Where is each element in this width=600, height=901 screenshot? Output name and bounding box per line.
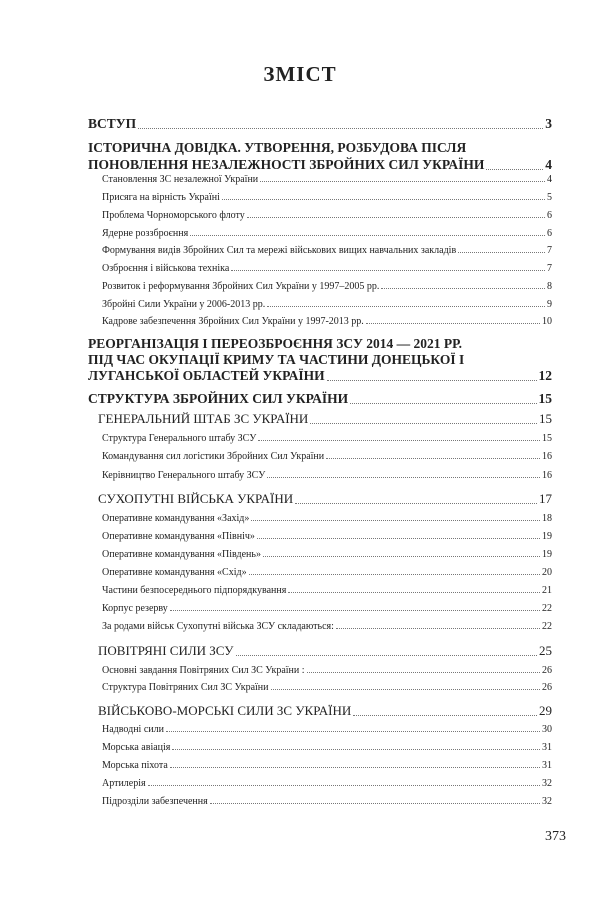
toc-entry-page: 29 bbox=[539, 703, 552, 718]
toc-entry-page: 22 bbox=[542, 621, 552, 632]
toc-entry[interactable] bbox=[102, 451, 552, 462]
dot-leader bbox=[210, 803, 540, 804]
dot-leader bbox=[327, 380, 537, 381]
toc-entry-navy[interactable] bbox=[98, 703, 552, 719]
toc-entry-page: 26 bbox=[542, 665, 552, 676]
toc-entry-title: Ядерне роззброєння bbox=[102, 228, 189, 239]
toc-entry-title: Підрозділи забезпечення bbox=[102, 796, 208, 807]
dot-leader bbox=[295, 503, 537, 504]
toc-entry[interactable] bbox=[102, 567, 552, 578]
toc-entry-page: 15 bbox=[542, 433, 552, 444]
toc-entry-page: 4 bbox=[545, 157, 552, 172]
toc-entry-page: 5 bbox=[547, 192, 552, 203]
toc-entry[interactable] bbox=[102, 263, 552, 274]
dot-leader bbox=[166, 731, 540, 732]
dot-leader bbox=[267, 306, 545, 307]
toc-entry-title: Надводні сили bbox=[102, 724, 164, 735]
dot-leader bbox=[236, 655, 538, 656]
toc-entry[interactable] bbox=[102, 531, 552, 542]
toc-entry-title: Оперативне командування «Північ» bbox=[102, 531, 255, 542]
toc-entry-title: ВСТУП bbox=[88, 116, 137, 131]
toc-entry-page: 26 bbox=[542, 682, 552, 693]
toc-entry-title: ВІЙСЬКОВО-МОРСЬКІ СИЛИ ЗС УКРАЇНИ bbox=[98, 703, 352, 718]
toc-entry-title: Оперативне командування «Південь» bbox=[102, 549, 261, 560]
toc-entry-title: ГЕНЕРАЛЬНИЙ ШТАБ ЗС УКРАЇНИ bbox=[98, 411, 309, 426]
toc-entry[interactable] bbox=[102, 760, 552, 771]
toc-entry-title: Кадрове забезпечення Збройних Сил України у 1997-2013 рр. bbox=[102, 316, 364, 327]
toc-entry-structure[interactable] bbox=[88, 391, 552, 407]
toc-entry-page: 12 bbox=[538, 368, 552, 383]
toc-entry-title: За родами військ Сухопутні війська ЗСУ складаються: bbox=[102, 621, 334, 632]
toc-entry-general-staff[interactable] bbox=[98, 411, 552, 427]
toc-entry[interactable] bbox=[102, 174, 552, 185]
toc-entry-page: 18 bbox=[542, 513, 552, 524]
toc-entry-title: Розвиток і реформування Збройних Сил України у 1997–2005 рр. bbox=[102, 281, 380, 292]
dot-leader bbox=[326, 458, 540, 459]
toc-entry-page: 6 bbox=[547, 210, 552, 221]
toc-entry[interactable] bbox=[102, 796, 552, 807]
toc-entry-page: 10 bbox=[542, 316, 552, 327]
toc-entry[interactable] bbox=[102, 245, 552, 256]
toc-entry-title: Частини безпосереднього підпорядкування bbox=[102, 585, 287, 596]
toc-entry[interactable] bbox=[102, 724, 552, 735]
toc-entry-page: 19 bbox=[542, 549, 552, 560]
dot-leader bbox=[172, 749, 540, 750]
toc-entry-title: СУХОПУТНІ ВІЙСЬКА УКРАЇНИ bbox=[98, 491, 294, 506]
toc-entry-air-force[interactable] bbox=[98, 643, 552, 659]
toc-entry-title: ПОВІТРЯНІ СИЛИ ЗСУ bbox=[98, 643, 234, 658]
toc-entry-page: 7 bbox=[547, 245, 552, 256]
toc-entry-title: Корпус резерву bbox=[102, 603, 168, 614]
dot-leader bbox=[260, 181, 545, 182]
toc-entry-title: Присяга на вірність Україні bbox=[102, 192, 220, 203]
dot-leader bbox=[271, 689, 541, 690]
toc-entry[interactable] bbox=[102, 778, 552, 789]
dot-leader bbox=[288, 592, 540, 593]
dot-leader bbox=[350, 403, 536, 404]
toc-entry-page: 4 bbox=[547, 174, 552, 185]
toc-entry-page: 25 bbox=[539, 643, 552, 658]
toc-entry[interactable] bbox=[102, 316, 552, 327]
toc-entry-page: 15 bbox=[538, 391, 552, 406]
dot-leader bbox=[231, 270, 545, 271]
toc-entry-title: Оперативне командування «Захід» bbox=[102, 513, 250, 524]
dot-leader bbox=[486, 169, 543, 170]
toc-entry[interactable] bbox=[102, 665, 552, 676]
toc-entry-intro[interactable] bbox=[88, 116, 552, 132]
toc-entry-title: Основні завдання Повітряних Сил ЗС України : bbox=[102, 665, 305, 676]
toc-entry-title: Формування видів Збройних Сил та мережі військових вищих навчальних закладів bbox=[102, 245, 457, 256]
toc-entry[interactable] bbox=[102, 192, 552, 203]
toc-entry[interactable] bbox=[102, 210, 552, 221]
toc-entry-title: Становлення ЗС незалежної України bbox=[102, 174, 259, 185]
dot-leader bbox=[170, 767, 540, 768]
dot-leader bbox=[381, 288, 545, 289]
toc-entry-page: 17 bbox=[539, 491, 552, 506]
toc-entry[interactable] bbox=[102, 513, 552, 524]
toc-entry-page: 22 bbox=[542, 603, 552, 614]
page-number: 373 bbox=[545, 829, 566, 844]
toc-entry[interactable] bbox=[102, 603, 552, 614]
toc-entry-page: 31 bbox=[542, 742, 552, 753]
toc-entry[interactable] bbox=[102, 228, 552, 239]
dot-leader bbox=[249, 574, 540, 575]
dot-leader bbox=[267, 477, 540, 478]
dot-leader bbox=[257, 538, 540, 539]
toc-entry-title: Структура Повітряних Сил ЗС України bbox=[102, 682, 269, 693]
dot-leader bbox=[251, 520, 540, 521]
toc-entry-page: 9 bbox=[547, 299, 552, 310]
page-title: ЗМІСТ bbox=[263, 62, 337, 86]
toc-entry-title: Керівництво Генерального штабу ЗСУ bbox=[102, 470, 266, 481]
toc-heading-history-line1: ІСТОРИЧНА ДОВІДКА. УТВОРЕННЯ, РОЗБУДОВА ПІСЛЯ bbox=[88, 140, 467, 155]
toc-entry-title: Структура Генерального штабу ЗСУ bbox=[102, 433, 257, 444]
toc-entry-page: 8 bbox=[547, 281, 552, 292]
toc-entry-title: Проблема Чорноморського флоту bbox=[102, 210, 245, 221]
toc-entry-page: 32 bbox=[542, 778, 552, 789]
toc-entry-title: ЛУГАНСЬКОЇ ОБЛАСТЕЙ УКРАЇНИ bbox=[88, 368, 325, 383]
toc-entry-title: ПОНОВЛЕННЯ НЕЗАЛЕЖНОСТІ ЗБРОЙНИХ СИЛ УКРАЇНИ bbox=[88, 157, 485, 172]
dot-leader bbox=[222, 199, 545, 200]
dot-leader bbox=[336, 628, 540, 629]
toc-heading-reorg-line1: РЕОРГАНІЗАЦІЯ І ПЕРЕОЗБРОЄННЯ ЗСУ 2014 — 2021 РР. bbox=[88, 336, 463, 351]
toc-entry-page: 20 bbox=[542, 567, 552, 578]
dot-leader bbox=[190, 235, 545, 236]
toc-entry[interactable] bbox=[102, 585, 552, 596]
toc-entry-land-forces[interactable] bbox=[98, 491, 552, 507]
toc-entry-page: 7 bbox=[547, 263, 552, 274]
toc-entry-title: Збройні Сили України у 2006-2013 рр. bbox=[102, 299, 266, 310]
dot-leader bbox=[170, 610, 540, 611]
dot-leader bbox=[263, 556, 540, 557]
toc-entry-page: 6 bbox=[547, 228, 552, 239]
toc-entry[interactable] bbox=[102, 470, 552, 481]
toc-entry[interactable] bbox=[102, 621, 552, 632]
dot-leader bbox=[138, 128, 543, 129]
toc-entry-page: 3 bbox=[545, 116, 552, 131]
toc-entry-page: 21 bbox=[542, 585, 552, 596]
toc-entry-page: 16 bbox=[542, 470, 552, 481]
dot-leader bbox=[247, 217, 545, 218]
toc-entry-history[interactable] bbox=[88, 157, 552, 173]
dot-leader bbox=[366, 323, 540, 324]
toc-entry-title: Озброєння і військова техніка bbox=[102, 263, 230, 274]
toc-entry-title: Морська піхота bbox=[102, 760, 168, 771]
toc-entry-page: 15 bbox=[539, 411, 552, 426]
toc-entry[interactable] bbox=[102, 299, 552, 310]
toc-entry[interactable] bbox=[102, 549, 552, 560]
toc-entry-page: 16 bbox=[542, 451, 552, 462]
toc-entry-page: 32 bbox=[542, 796, 552, 807]
toc-entry-title: Артилерія bbox=[102, 778, 146, 789]
dot-leader bbox=[458, 252, 545, 253]
dot-leader bbox=[258, 440, 540, 441]
toc-entry-page: 30 bbox=[542, 724, 552, 735]
toc-entry-title: Командування сил логістики Збройних Сил України bbox=[102, 451, 325, 462]
toc-entry-page: 31 bbox=[542, 760, 552, 771]
toc-entry-page: 19 bbox=[542, 531, 552, 542]
toc-entry-title: СТРУКТУРА ЗБРОЙНИХ СИЛ УКРАЇНИ bbox=[88, 391, 349, 406]
toc-entry[interactable] bbox=[102, 433, 552, 444]
toc-entry[interactable] bbox=[102, 281, 552, 292]
dot-leader bbox=[307, 672, 540, 673]
dot-leader bbox=[310, 423, 537, 424]
toc-entry[interactable] bbox=[102, 682, 552, 693]
toc-entry-title: Оперативне командування «Схід» bbox=[102, 567, 247, 578]
toc-entry[interactable] bbox=[102, 742, 552, 753]
dot-leader bbox=[353, 715, 537, 716]
dot-leader bbox=[148, 785, 540, 786]
toc-entry-reorg[interactable] bbox=[88, 368, 552, 384]
toc-entry-title: Морська авіація bbox=[102, 742, 171, 753]
toc-heading-reorg-line2: ПІД ЧАС ОКУПАЦІЇ КРИМУ ТА ЧАСТИНИ ДОНЕЦЬКОЇ І bbox=[88, 352, 465, 367]
